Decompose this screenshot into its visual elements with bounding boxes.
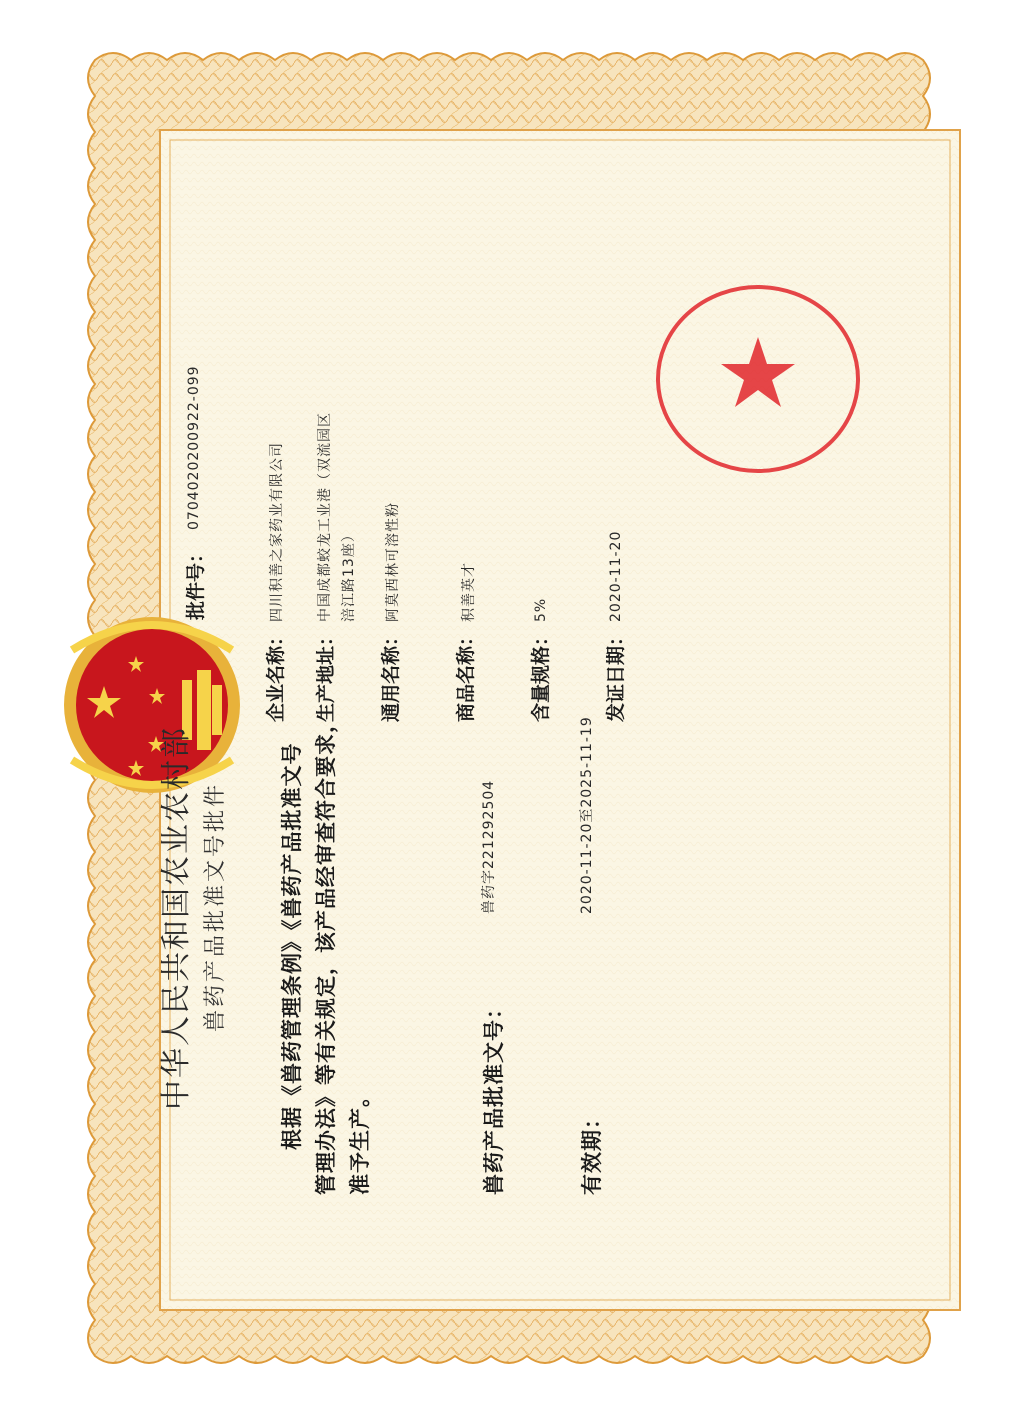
batch-number-value: 0704020200922-099 [186, 365, 202, 530]
field-label-company: 企业名称： [265, 626, 287, 722]
field-value-address: 中国成都蛟龙工业港（双流园区 [317, 412, 333, 622]
field-value-issue-date: 2020-11-20 [608, 530, 624, 622]
batch-number-label: 批件号： [185, 543, 207, 620]
field-value-generic-name: 阿莫西林可溶性粉 [385, 502, 401, 622]
approval-number-label: 兽药产品批准文号： [482, 997, 506, 1195]
validity-value: 2020-11-20至2025-11-19 [579, 716, 595, 914]
validity-label: 有效期： [580, 1107, 604, 1195]
field-label-issue-date: 发证日期： [605, 626, 627, 722]
field-value-content-spec: 5% [533, 597, 549, 622]
approval-number-value: 兽药字221292504 [481, 779, 497, 914]
field-value-trade-name: 积善英才 [461, 562, 477, 622]
body-line-2: 管理办法》等有关规定，该产品经审查符合要求， [314, 711, 338, 1195]
issuer-title: 中华人民共和国农业农村部 [159, 726, 194, 1110]
field-label-address: 生产地址： [315, 626, 337, 722]
field-value-address-line2: 涪江路13座） [341, 527, 357, 622]
body-line-3: 准予生产。 [348, 1085, 372, 1195]
field-label-generic-name: 通用名称： [380, 626, 402, 722]
field-label-trade-name: 商品名称： [455, 626, 477, 722]
field-label-content-spec: 含量规格： [530, 626, 552, 722]
certificate-content [86, 90, 926, 1310]
body-line-1: 根据《兽药管理条例》《兽药产品批准文号 [280, 742, 304, 1150]
field-value-company: 四川积善之家药业有限公司 [269, 442, 285, 622]
document-type-subtitle: 兽药产品批准文号批件 [203, 781, 228, 1032]
